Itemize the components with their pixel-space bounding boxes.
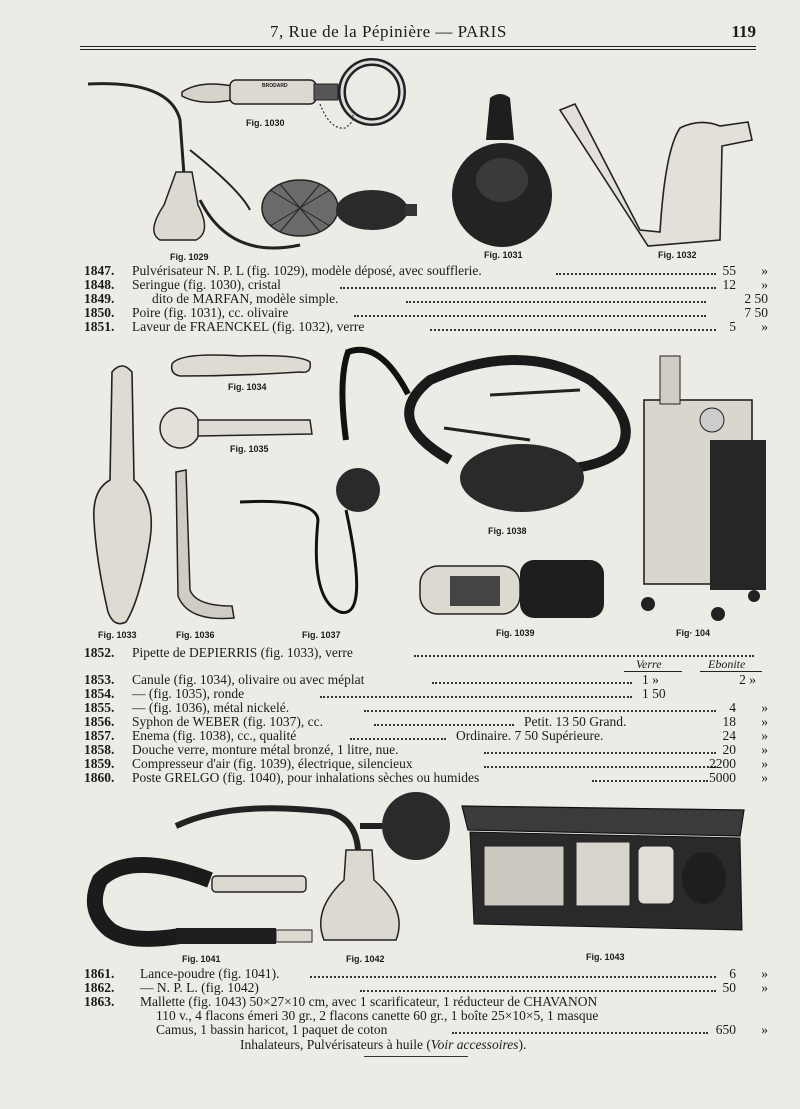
item-description: Douche verre, monture métal bronzé, 1 litre, nue.: [132, 742, 399, 757]
footer-note-suffix: ).: [518, 1037, 527, 1052]
column-header-ebonite: Ebonite: [708, 657, 746, 671]
item-description: Camus, 1 bassin haricot, 1 paquet de coton: [156, 1022, 388, 1037]
item-unit: »: [761, 770, 768, 785]
fig-caption: Fig. 1031: [484, 250, 523, 260]
item-number: 1856.: [84, 714, 115, 729]
item-price: 7 50: [744, 305, 768, 320]
fig-caption: Fig. 1036: [176, 630, 215, 640]
item-unit: »: [761, 263, 768, 278]
fig-caption: Fig. 1041: [182, 954, 221, 964]
item-description: 110 v., 4 flacons émeri 30 gr., 2 flacons canette 60 gr., 1 boîte 25×10×5, 1 masque: [156, 1008, 599, 1023]
item-description: Poire (fig. 1031), cc. olivaire: [132, 305, 289, 320]
item-price: 2200: [709, 756, 736, 771]
item-description: dito de MARFAN, modèle simple.: [152, 291, 339, 306]
item-number: 1862.: [84, 980, 115, 995]
item-number: 1858.: [84, 742, 115, 757]
item-unit: »: [761, 714, 768, 729]
item-price: 55: [722, 263, 736, 278]
fig-caption: Fig. 1037: [302, 630, 341, 640]
column-header-verre: Verre: [636, 657, 662, 671]
list-item: [84, 995, 768, 1009]
footer-note-prefix: Inhalateurs, Pulvérisateurs à huile (: [240, 1037, 431, 1052]
fig-caption: Fig. 1032: [658, 250, 697, 260]
price-range: Ordinaire. 7 50 Supérieure.: [456, 728, 604, 743]
page-number: 119: [731, 22, 756, 41]
item-price: 18: [722, 714, 736, 729]
item-price: 12: [722, 277, 736, 292]
list-item: [84, 981, 768, 995]
item-price: 2 50: [744, 291, 768, 306]
item-unit: »: [761, 742, 768, 757]
item-price: 6: [729, 966, 736, 981]
item-unit: »: [761, 728, 768, 743]
fig-caption: Fig. 1038: [488, 526, 527, 536]
pulverisateur-npl-image: [176, 792, 450, 940]
fig-caption: Fig. 1039: [496, 628, 535, 638]
list-item-continuation: [84, 1023, 768, 1037]
item-description: Seringue (fig. 1030), cristal: [132, 277, 281, 292]
item-number: 1855.: [84, 700, 115, 715]
footer-note: [240, 1037, 526, 1053]
item-description: Compresseur d'air (fig. 1039), électrique, silencieux: [132, 756, 413, 771]
item-number: 1849.: [84, 291, 115, 306]
item-price: 4: [729, 700, 736, 715]
item-number: 1853.: [84, 672, 115, 687]
fig-caption: Fig. 1030: [246, 118, 285, 128]
fig-caption: Fig. 1035: [230, 444, 269, 454]
item-price: 650: [715, 1022, 736, 1037]
item-description: Mallette (fig. 1043) 50×27×10 cm, avec 1 scarificateur, 1 réducteur de CHAVANON: [140, 994, 598, 1009]
fig-caption: Fig· 104: [676, 628, 711, 638]
item-unit: »: [761, 277, 768, 292]
item-description: — (fig. 1036), métal nickelé.: [132, 700, 290, 715]
item-unit: »: [761, 966, 768, 981]
item-description: — N. P. L. (fig. 1042): [140, 980, 259, 995]
item-unit: »: [761, 700, 768, 715]
page-header-title: 7, Rue de la Pépinière — PARIS: [270, 22, 507, 41]
item-price: 20: [722, 742, 736, 757]
item-description: Pipette de DEPIERRIS (fig. 1033), verre: [132, 645, 353, 660]
fig-caption: Fig. 1042: [346, 954, 385, 964]
item-description: Lance-poudre (fig. 1041).: [140, 966, 280, 981]
item-description: Syphon de WEBER (fig. 1037), cc.: [132, 714, 323, 729]
item-price: 5000: [709, 770, 736, 785]
item-description: — (fig. 1035), ronde: [132, 686, 245, 701]
price-range: Petit. 13 50 Grand.: [524, 714, 627, 729]
price-verre: 1 50: [642, 686, 666, 701]
list-item-continuation: [84, 1009, 768, 1023]
item-unit: »: [761, 980, 768, 995]
item-number: 1852.: [84, 645, 115, 660]
item-price: 5: [729, 319, 736, 334]
item-description: Enema (fig. 1038), cc., qualité: [132, 728, 297, 743]
item-number: 1850.: [84, 305, 115, 320]
footer-note-italic: Voir accessoires: [430, 1037, 519, 1052]
fig-caption: Fig. 1033: [98, 630, 137, 640]
price-verre: 1 »: [642, 672, 659, 687]
item-price: 2 »: [739, 672, 756, 687]
lance-poudre-image: [95, 865, 312, 944]
item-description: Poste GRELGO (fig. 1040), pour inhalations sèches ou humides: [132, 770, 480, 785]
fig-caption: Fig. 1034: [228, 382, 267, 392]
item-price: 24: [722, 728, 736, 743]
item-unit: »: [761, 756, 768, 771]
item-number: 1851.: [84, 319, 115, 334]
item-number: 1857.: [84, 728, 115, 743]
item-unit: »: [761, 319, 768, 334]
item-number: 1854.: [84, 686, 115, 701]
list-item: [84, 967, 768, 981]
item-number: 1863.: [84, 994, 115, 1009]
fig-caption: Fig. 1043: [586, 952, 625, 962]
item-number: 1861.: [84, 966, 115, 981]
item-number: 1859.: [84, 756, 115, 771]
mallette-image: [462, 806, 744, 930]
item-price: 50: [722, 980, 736, 995]
item-number: 1847.: [84, 263, 115, 278]
item-description: Canule (fig. 1034), olivaire ou avec méplat: [132, 672, 365, 687]
fig-caption: Fig. 1029: [170, 252, 209, 262]
item-number: 1860.: [84, 770, 115, 785]
item-number: 1848.: [84, 277, 115, 292]
footer-rule: [364, 1056, 468, 1057]
item-unit: »: [761, 1022, 768, 1037]
brand-mark: BRODARD: [262, 83, 288, 89]
item-description: Pulvérisateur N. P. L (fig. 1029), modèle déposé, avec soufflerie.: [132, 263, 482, 278]
item-description: Laveur de FRAENCKEL (fig. 1032), verre: [132, 319, 365, 334]
